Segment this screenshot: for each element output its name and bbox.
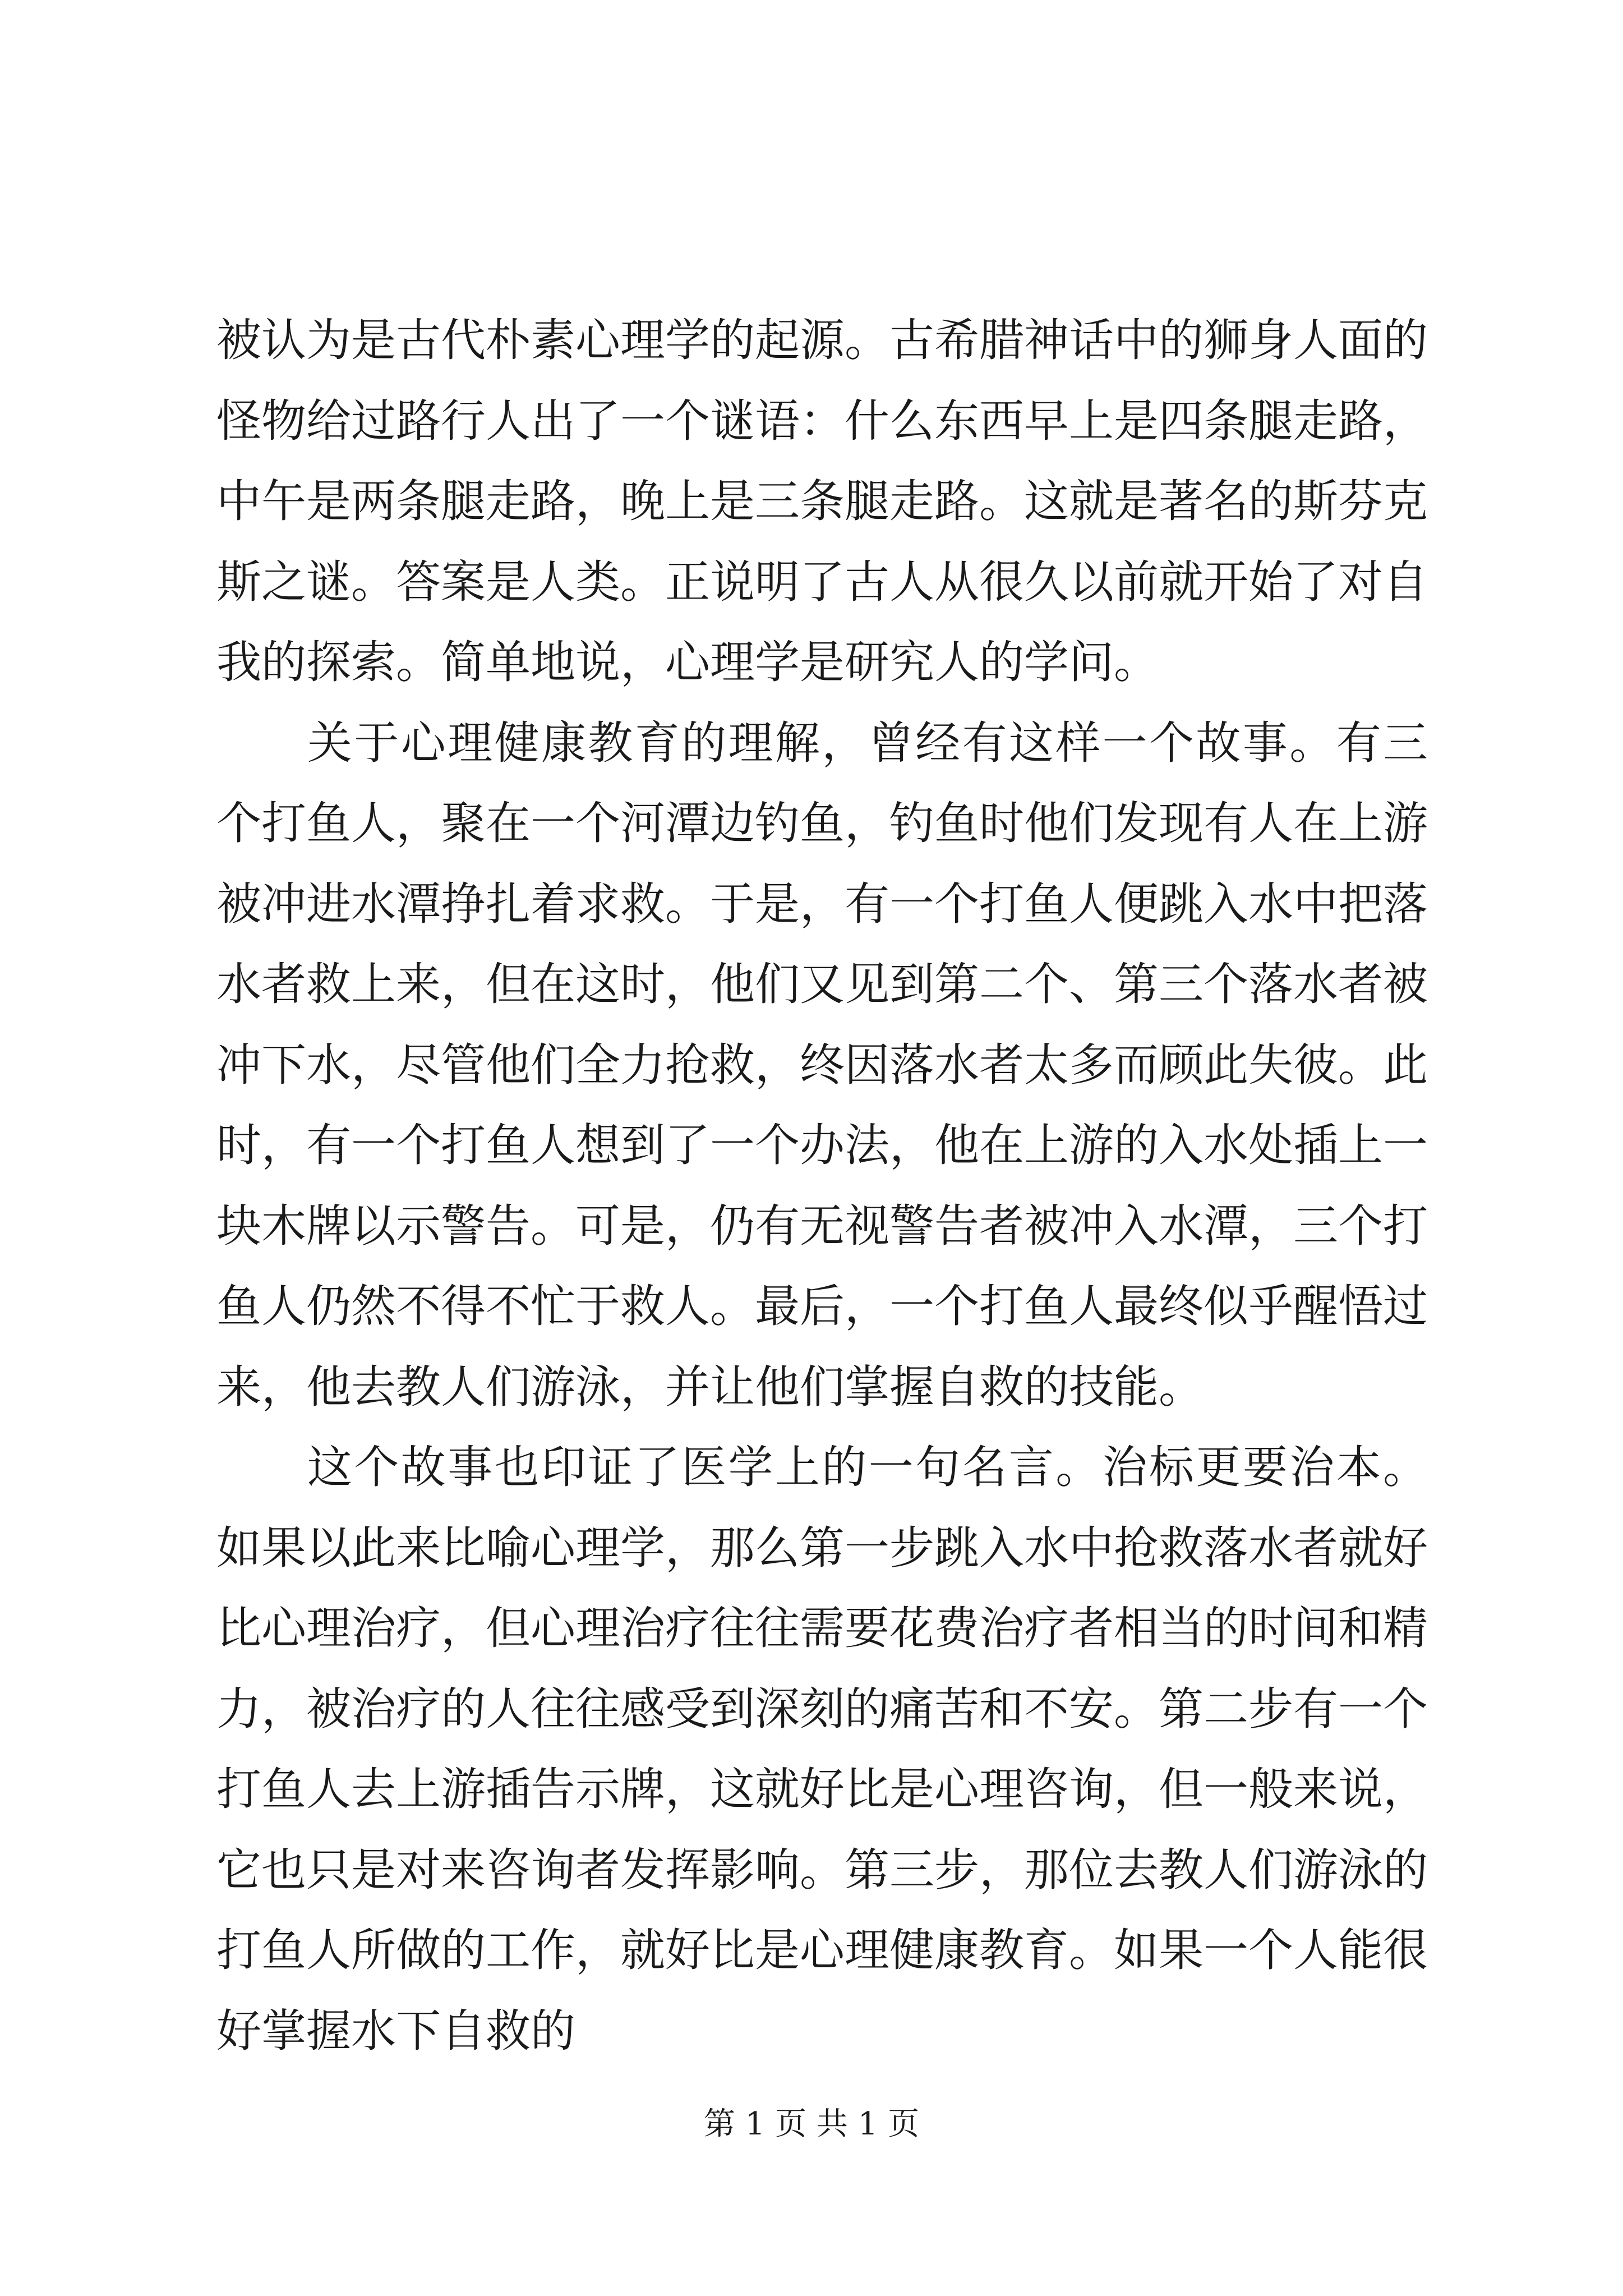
paragraph-2: 关于心理健康教育的理解，曾经有这样一个故事。有三个打鱼人，聚在一个河潭边钓鱼，钓鱼时他们发现有人在上游被冲进水潭挣扎着求救。于是，有一个打鱼人便跳入水中把落水者救上来，但在这时，他们又见到第二个、第三个落水者被冲下水，尽管他们全力抢救，终因落水者太多而顾此失彼。此时，有一个打鱼人想到了一个办法，他在上游的入水处插上一块木牌以示警告。可是，仍有无视警告者被冲入水潭，三个打鱼人仍然不得不忙于救人。最后，一个打鱼人最终似乎醒悟过来，他去教人们游泳，并让他们掌握自救的技能。	[216, 716, 1428, 1413]
document-body	[216, 300, 1428, 2071]
paragraph-3: 这个故事也印证了医学上的一句名言。治标更要治本。如果以此来比喻心理学，那么第一步跳入水中抢救落水者就好比心理治疗，但心理治疗往往需要花费治疗者相当的时间和精力，被治疗的人往往感受到深刻的痛苦和不安。第二步有一个打鱼人去上游插告示牌，这就好比是心理咨询，但一般来说，它也只是对来咨询者发挥影响。第三步，那位去教人们游泳的打鱼人所做的工作，就好比是心理健康教育。如果一个人能很好掌握水下自救的	[216, 1441, 1428, 2057]
page-footer: 第 1 页 共 1 页	[703, 2106, 920, 2142]
paragraph-1: 被认为是古代朴素心理学的起源。古希腊神话中的狮身人面的怪物给过路行人出了一个谜语：什么东西早上是四条腿走路，中午是两条腿走路，晚上是三条腿走路。这就是著名的斯芬克斯之谜。答案是人类。正说明了古人从很久以前就开始了对自我的探索。简单地说，心理学是研究人的学问。	[216, 314, 1428, 688]
